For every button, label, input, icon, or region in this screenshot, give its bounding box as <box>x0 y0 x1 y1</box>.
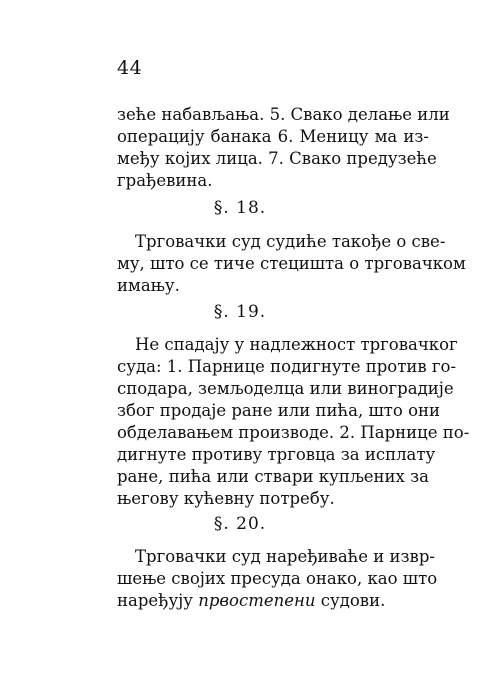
text-line: због продаје ране или пића, што они <box>117 401 441 420</box>
section-heading-18: §. 18. <box>213 198 267 218</box>
text-line: дигнуте противу трговца за исплату <box>117 445 436 464</box>
italic-word: првостепени <box>198 591 316 610</box>
text-line: сподара, земљоделца или виноградије <box>117 379 454 398</box>
page-number: 44 <box>117 57 143 79</box>
text-span: наређују <box>117 591 199 610</box>
section-heading-20: §. 20. <box>213 514 267 534</box>
section-heading-19: §. 19. <box>213 302 267 322</box>
text-line-with-italic <box>117 590 429 612</box>
text-line: му, што се тиче стецишта о трговачком <box>117 254 466 273</box>
text-line: обделавањем производе. 2. Парнице по- <box>117 423 470 442</box>
text-line: међу којих лица. 7. Свако предузеће <box>117 149 437 168</box>
text-line: његову кућевну потребу. <box>117 489 335 508</box>
text-line: Трговачки суд наређиваће и извр- <box>135 547 435 566</box>
text-span: судови. <box>315 591 386 610</box>
text-line: Трговачки суд судиће такође о све- <box>135 232 446 251</box>
text-line: операцију банака 6. Меницу ма из- <box>117 127 429 146</box>
text-line: шење својих пресуда онако, као што <box>117 569 438 588</box>
text-line: грађевина. <box>117 171 213 190</box>
text-line: суда: 1. Парнице подигнуте против го- <box>117 357 457 376</box>
text-line: ране, пића или ствари купљених за <box>117 467 429 486</box>
text-line: Не спадају у надлежност трговачког <box>135 335 458 354</box>
text-line: зеће набављања. 5. Свако делање или <box>117 105 450 124</box>
text-line: имању. <box>117 276 180 295</box>
